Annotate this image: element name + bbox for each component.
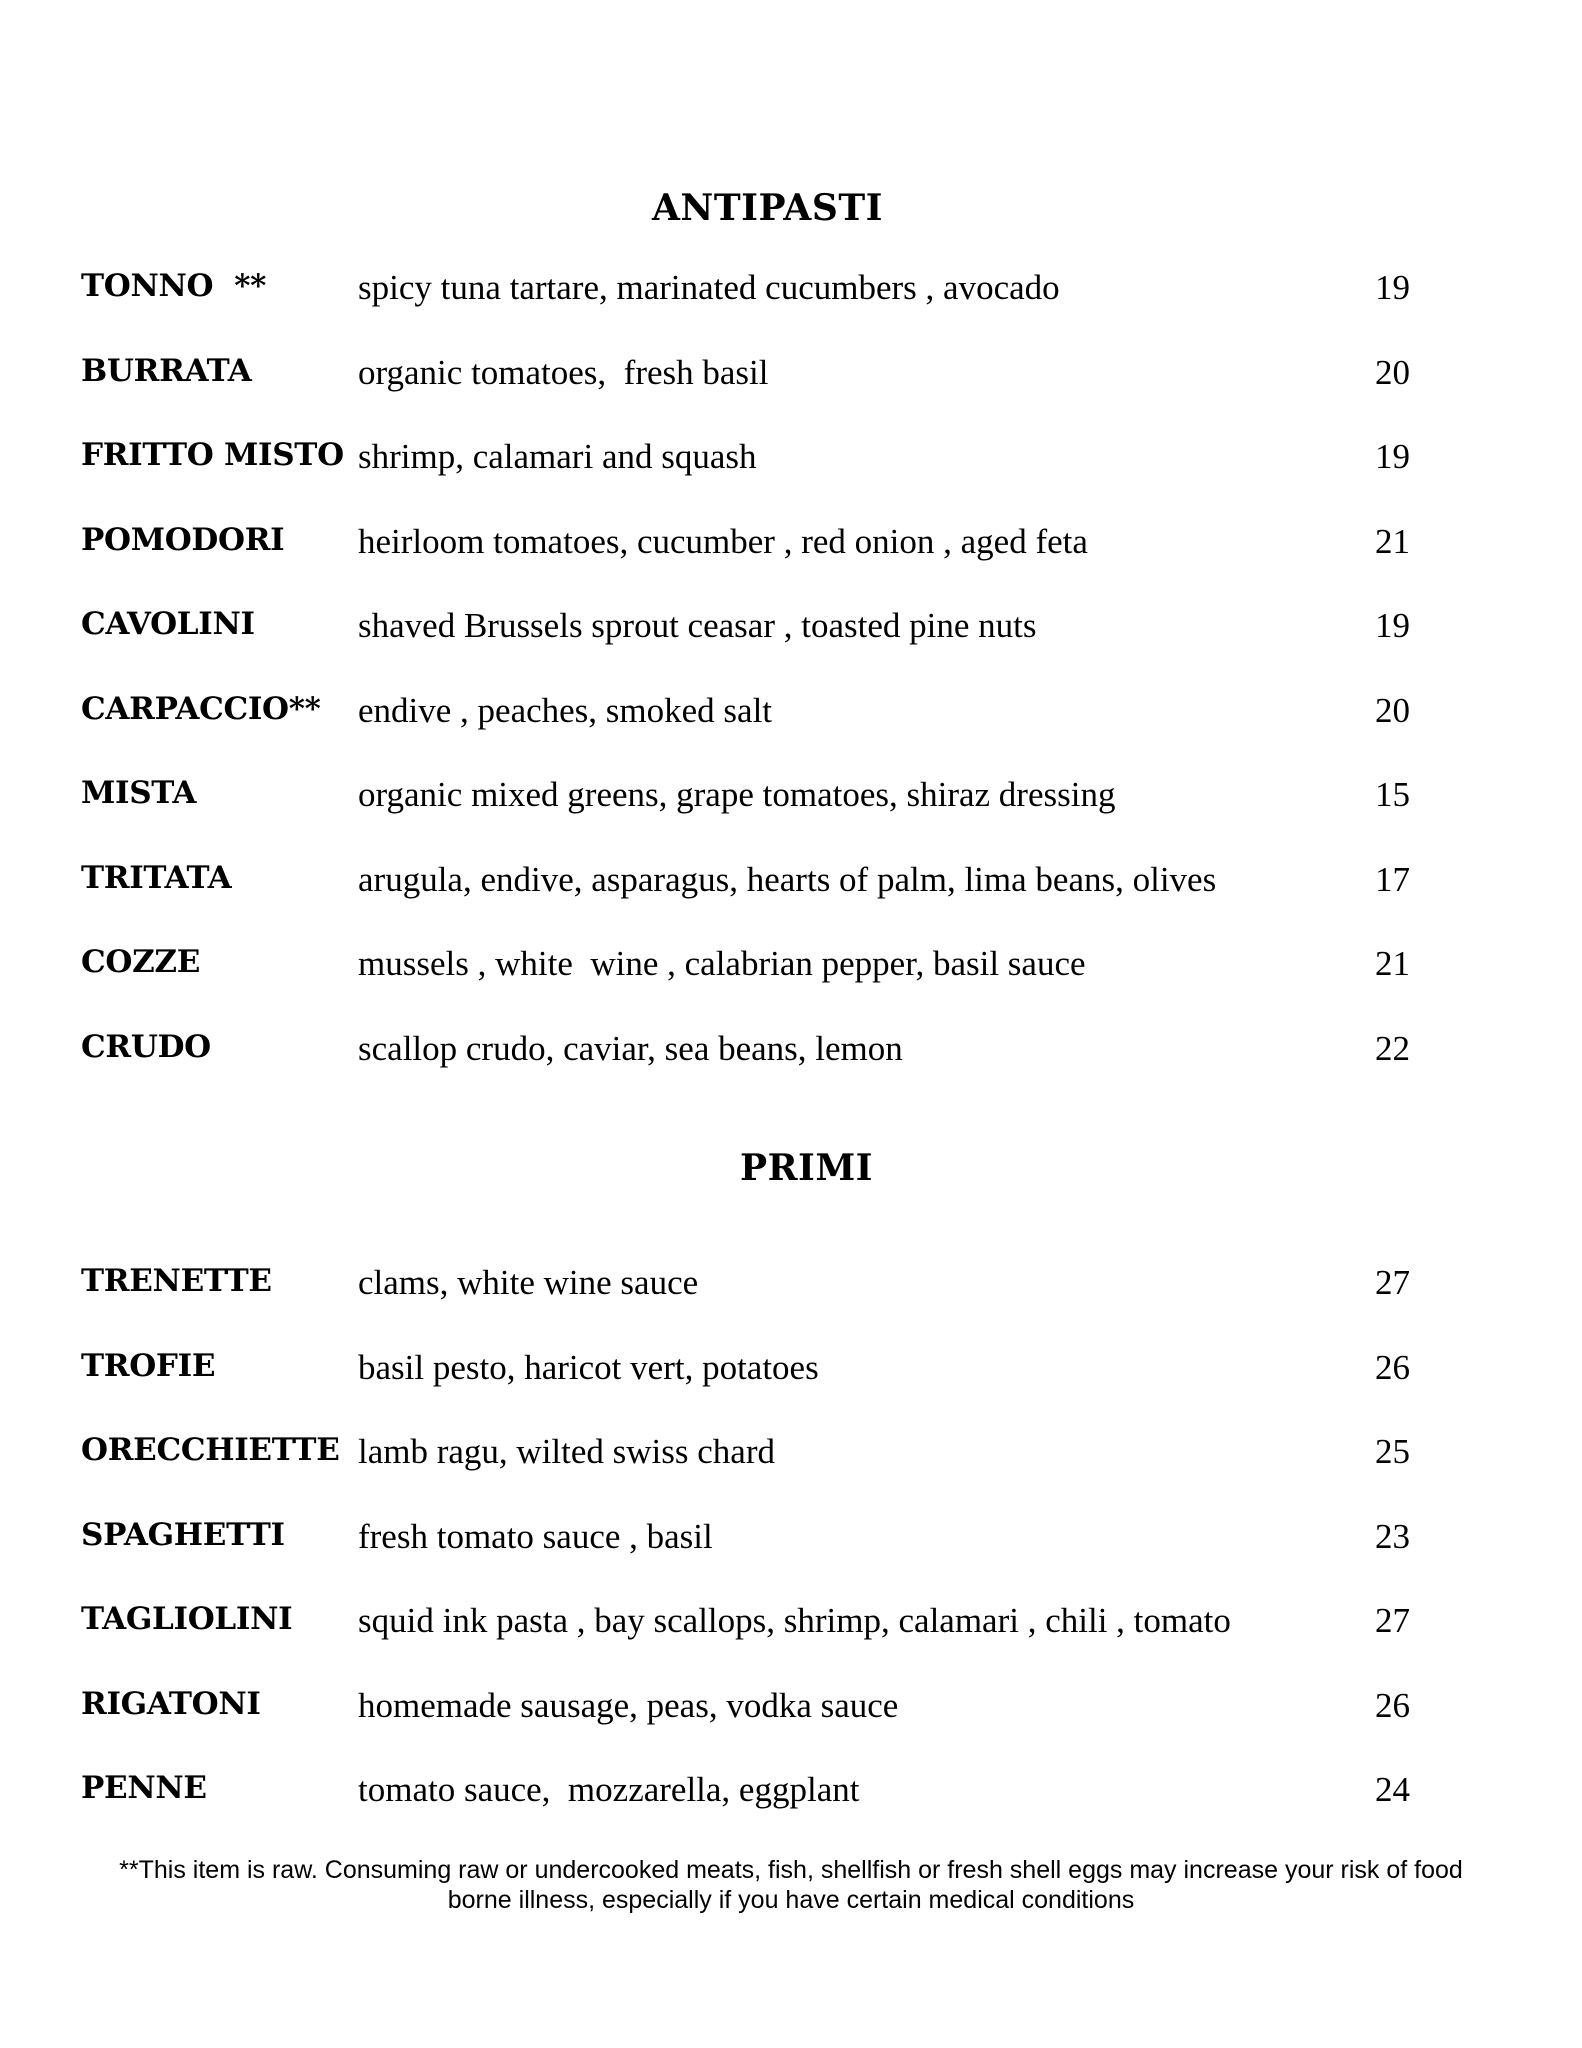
item-description: arugula, endive, asparagus, hearts of palm, lima beans, olives [358,859,1217,899]
item-price: 21 [1375,944,1410,983]
antipasti-title: ANTIPASTI [652,187,883,229]
item-name: TRITATA [81,859,232,896]
item-name: PENNE [81,1770,207,1806]
menu-item [0,1517,1582,1602]
menu-item [0,860,1582,945]
item-name: SPAGHETTI [81,1516,285,1553]
menu-item [0,522,1582,607]
menu-item [0,1686,1582,1771]
item-name: CARPACCIO** [81,690,321,727]
item-name: TROFIE [81,1347,216,1384]
item-price: 25 [1375,1432,1410,1471]
item-price: 15 [1375,775,1410,814]
item-description: shrimp, calamari and squash [358,437,757,476]
item-price: 19 [1375,437,1410,476]
item-price: 23 [1375,1516,1410,1556]
item-price: 17 [1375,859,1410,899]
antipasti-list [0,268,1582,1113]
menu-item [0,437,1582,522]
item-description: homemade sausage, peas, vodka sauce [358,1685,899,1725]
item-description: organic tomatoes, fresh basil [358,352,769,392]
disclaimer-line: borne illness, especially if you have certain medical conditions [447,1886,1135,1914]
menu-item [0,691,1582,776]
menu-item [0,1348,1582,1433]
primi-title: PRIMI [740,1147,874,1189]
item-name: TRENETTE [81,1263,272,1299]
item-description: spicy tuna tartare, marinated cucumbers , avocado [358,268,1060,307]
menu-item [0,775,1582,860]
item-description: tomato sauce, mozzarella, eggplant [358,1770,860,1809]
item-name: BURRATA [81,352,252,389]
item-price: 21 [1375,521,1410,561]
item-description: fresh tomato sauce , basil [358,1516,713,1556]
item-description: lamb ragu, wilted swiss chard [358,1432,775,1471]
item-description: scallop crudo, caviar, sea beans, lemon [358,1028,903,1068]
item-price: 19 [1375,268,1410,307]
item-name: RIGATONI [81,1685,261,1722]
menu-item [0,353,1582,438]
item-name: TAGLIOLINI [81,1601,293,1637]
item-description: squid ink pasta , bay scallops, shrimp, calamari , chili , tomato [358,1601,1231,1640]
item-price: 26 [1375,1347,1410,1387]
item-description: mussels , white wine , calabrian pepper, basil sauce [358,944,1086,983]
item-price: 19 [1375,606,1410,645]
item-name: COZZE [81,944,201,980]
menu-item [0,1601,1582,1686]
item-price: 24 [1375,1770,1410,1809]
menu-item [0,606,1582,691]
item-name: CRUDO [81,1028,211,1065]
item-name: TONNO ** [81,268,267,304]
item-description: endive , peaches, smoked salt [358,690,773,730]
item-price: 27 [1375,1601,1410,1640]
item-name: MISTA [81,775,197,811]
item-name: ORECCHIETTE [81,1432,340,1468]
item-description: organic mixed greens, grape tomatoes, shiraz dressing [358,775,1116,814]
item-price: 27 [1375,1263,1410,1302]
menu-item [0,1029,1582,1114]
item-description: basil pesto, haricot vert, potatoes [358,1347,819,1387]
item-name: POMODORI [81,521,285,558]
raw-food-disclaimer [60,1855,1522,1915]
menu-item [0,1263,1582,1348]
menu-item [0,268,1582,353]
item-description: shaved Brussels sprout ceasar , toasted pine nuts [358,606,1037,645]
menu-item [0,944,1582,1029]
item-description: clams, white wine sauce [358,1263,699,1302]
primi-list [0,1263,1582,1855]
item-name: CAVOLINI [81,606,255,642]
menu-item [0,1432,1582,1517]
item-price: 22 [1375,1028,1410,1068]
disclaimer-line: **This item is raw. Consuming raw or undercooked meats, fish, shellfish or fresh shell eggs may increase your risk of food [119,1856,1463,1884]
item-price: 20 [1375,690,1410,730]
menu-item [0,1770,1582,1855]
item-name: FRITTO MISTO [81,437,344,473]
item-price: 26 [1375,1685,1410,1725]
item-price: 20 [1375,352,1410,392]
item-description: heirloom tomatoes, cucumber , red onion , aged feta [358,521,1088,561]
